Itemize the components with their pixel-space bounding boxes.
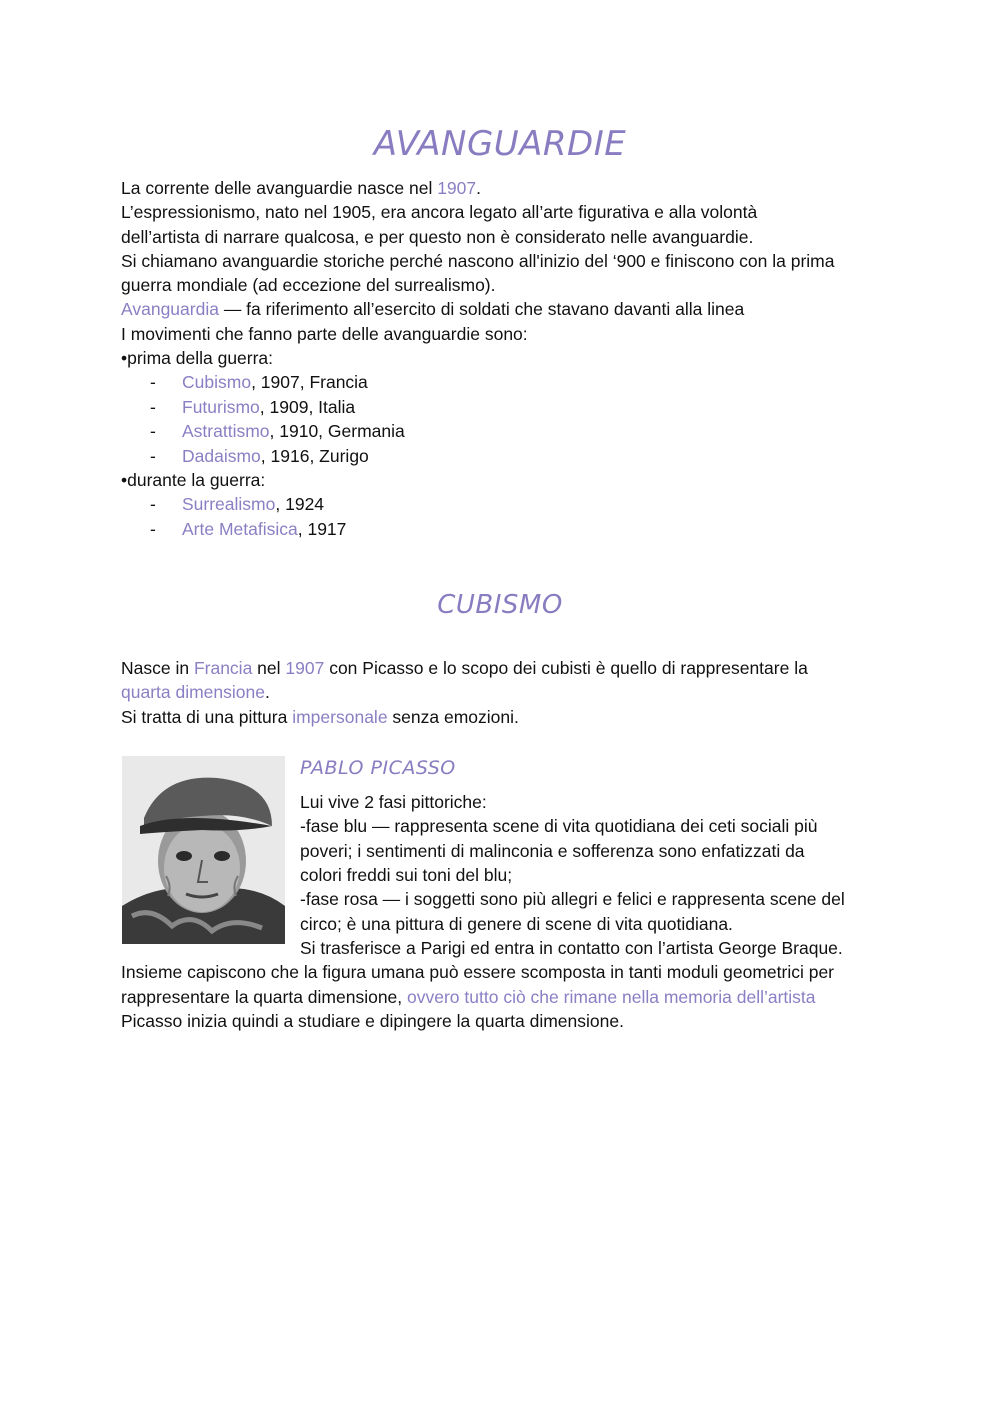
intro-line-5: guerra mondiale (ad eccezione del surrealismo).	[121, 275, 496, 295]
cubismo-line-2: quarta dimensione.	[121, 682, 270, 702]
term-highlight: Avanguardia	[121, 299, 219, 319]
picasso-after-line-1: Insieme capiscono che la figura umana può essere scomposta in tanti moduli geometrici per	[121, 962, 835, 982]
picasso-line: Si trasferisce a Parigi ed entra in contatto con l’artista George Braque.	[300, 938, 843, 958]
list-item: Dadaismo, 1916, Zurigo	[182, 446, 369, 466]
intro-line-3: dell’artista di narrare qualcosa, e per questo non è considerato nelle avanguardie.	[121, 227, 754, 247]
list-item: Cubismo, 1907, Francia	[182, 372, 368, 392]
intro-line-2: L’espressionismo, nato nel 1905, era ancora legato all’arte figurativa e alla volontà	[121, 202, 758, 222]
cubismo-line-1: Nasce in Francia nel 1907 con Picasso e lo scopo dei cubisti è quello di rappresentare la	[121, 658, 808, 678]
picasso-line: colori freddi sui toni del blu;	[300, 865, 513, 885]
picasso-line: circo; è una pittura di genere di scene di vita quotidiana.	[300, 914, 733, 934]
list-item: Futurismo, 1909, Italia	[182, 397, 356, 417]
intro-line-6: Avanguardia — fa riferimento all’esercito di soldati che stavano davanti alla linea	[121, 299, 745, 319]
picasso-line: -fase rosa — i soggetti sono più allegri e felici e rappresenta scene del	[300, 889, 845, 909]
list-item: Surrealismo, 1924	[182, 494, 325, 514]
list-dash: -	[150, 372, 156, 392]
picasso-portrait-photo	[122, 756, 285, 944]
portrait-drawing	[122, 756, 285, 944]
picasso-line: poveri; i sentimenti di malinconia e sofferenza sono enfatizzati da	[300, 841, 805, 861]
cubismo-line-3: Si tratta di una pittura impersonale senza emozioni.	[121, 707, 519, 727]
list-dash: -	[150, 421, 156, 441]
picasso-line: Lui vive 2 fasi pittoriche:	[300, 792, 487, 812]
list-item: Arte Metafisica, 1917	[182, 519, 347, 539]
picasso-after-line-2: rappresentare la quarta dimensione, ovvero tutto ciò che rimane nella memoria dell’artista	[121, 987, 816, 1007]
list-dash: -	[150, 397, 156, 417]
main-title: AVANGUARDIE	[373, 124, 627, 164]
list-dash: -	[150, 446, 156, 466]
picasso-subtitle: PABLO PICASSO	[300, 757, 456, 779]
before-war-label: •prima della guerra:	[121, 348, 274, 368]
intro-line-7: I movimenti che fanno parte delle avanguardie sono:	[121, 324, 528, 344]
intro-line-4: Si chiamano avanguardie storiche perché nascono all'inizio del ‘900 e finiscono con la prima	[121, 251, 835, 271]
intro-line-1: La corrente delle avanguardie nasce nel 1907.	[121, 178, 482, 198]
list-dash: -	[150, 494, 156, 514]
during-war-label: •durante la guerra:	[121, 470, 266, 490]
year-highlight: 1907	[437, 178, 477, 198]
section-title-cubismo: CUBISMO	[437, 590, 563, 620]
picasso-line: -fase blu — rappresenta scene di vita quotidiana dei ceti sociali più	[300, 816, 818, 836]
list-item: Astrattismo, 1910, Germania	[182, 421, 405, 441]
picasso-after-line-3: Picasso inizia quindi a studiare e dipingere la quarta dimensione.	[121, 1011, 624, 1031]
list-dash: -	[150, 519, 156, 539]
